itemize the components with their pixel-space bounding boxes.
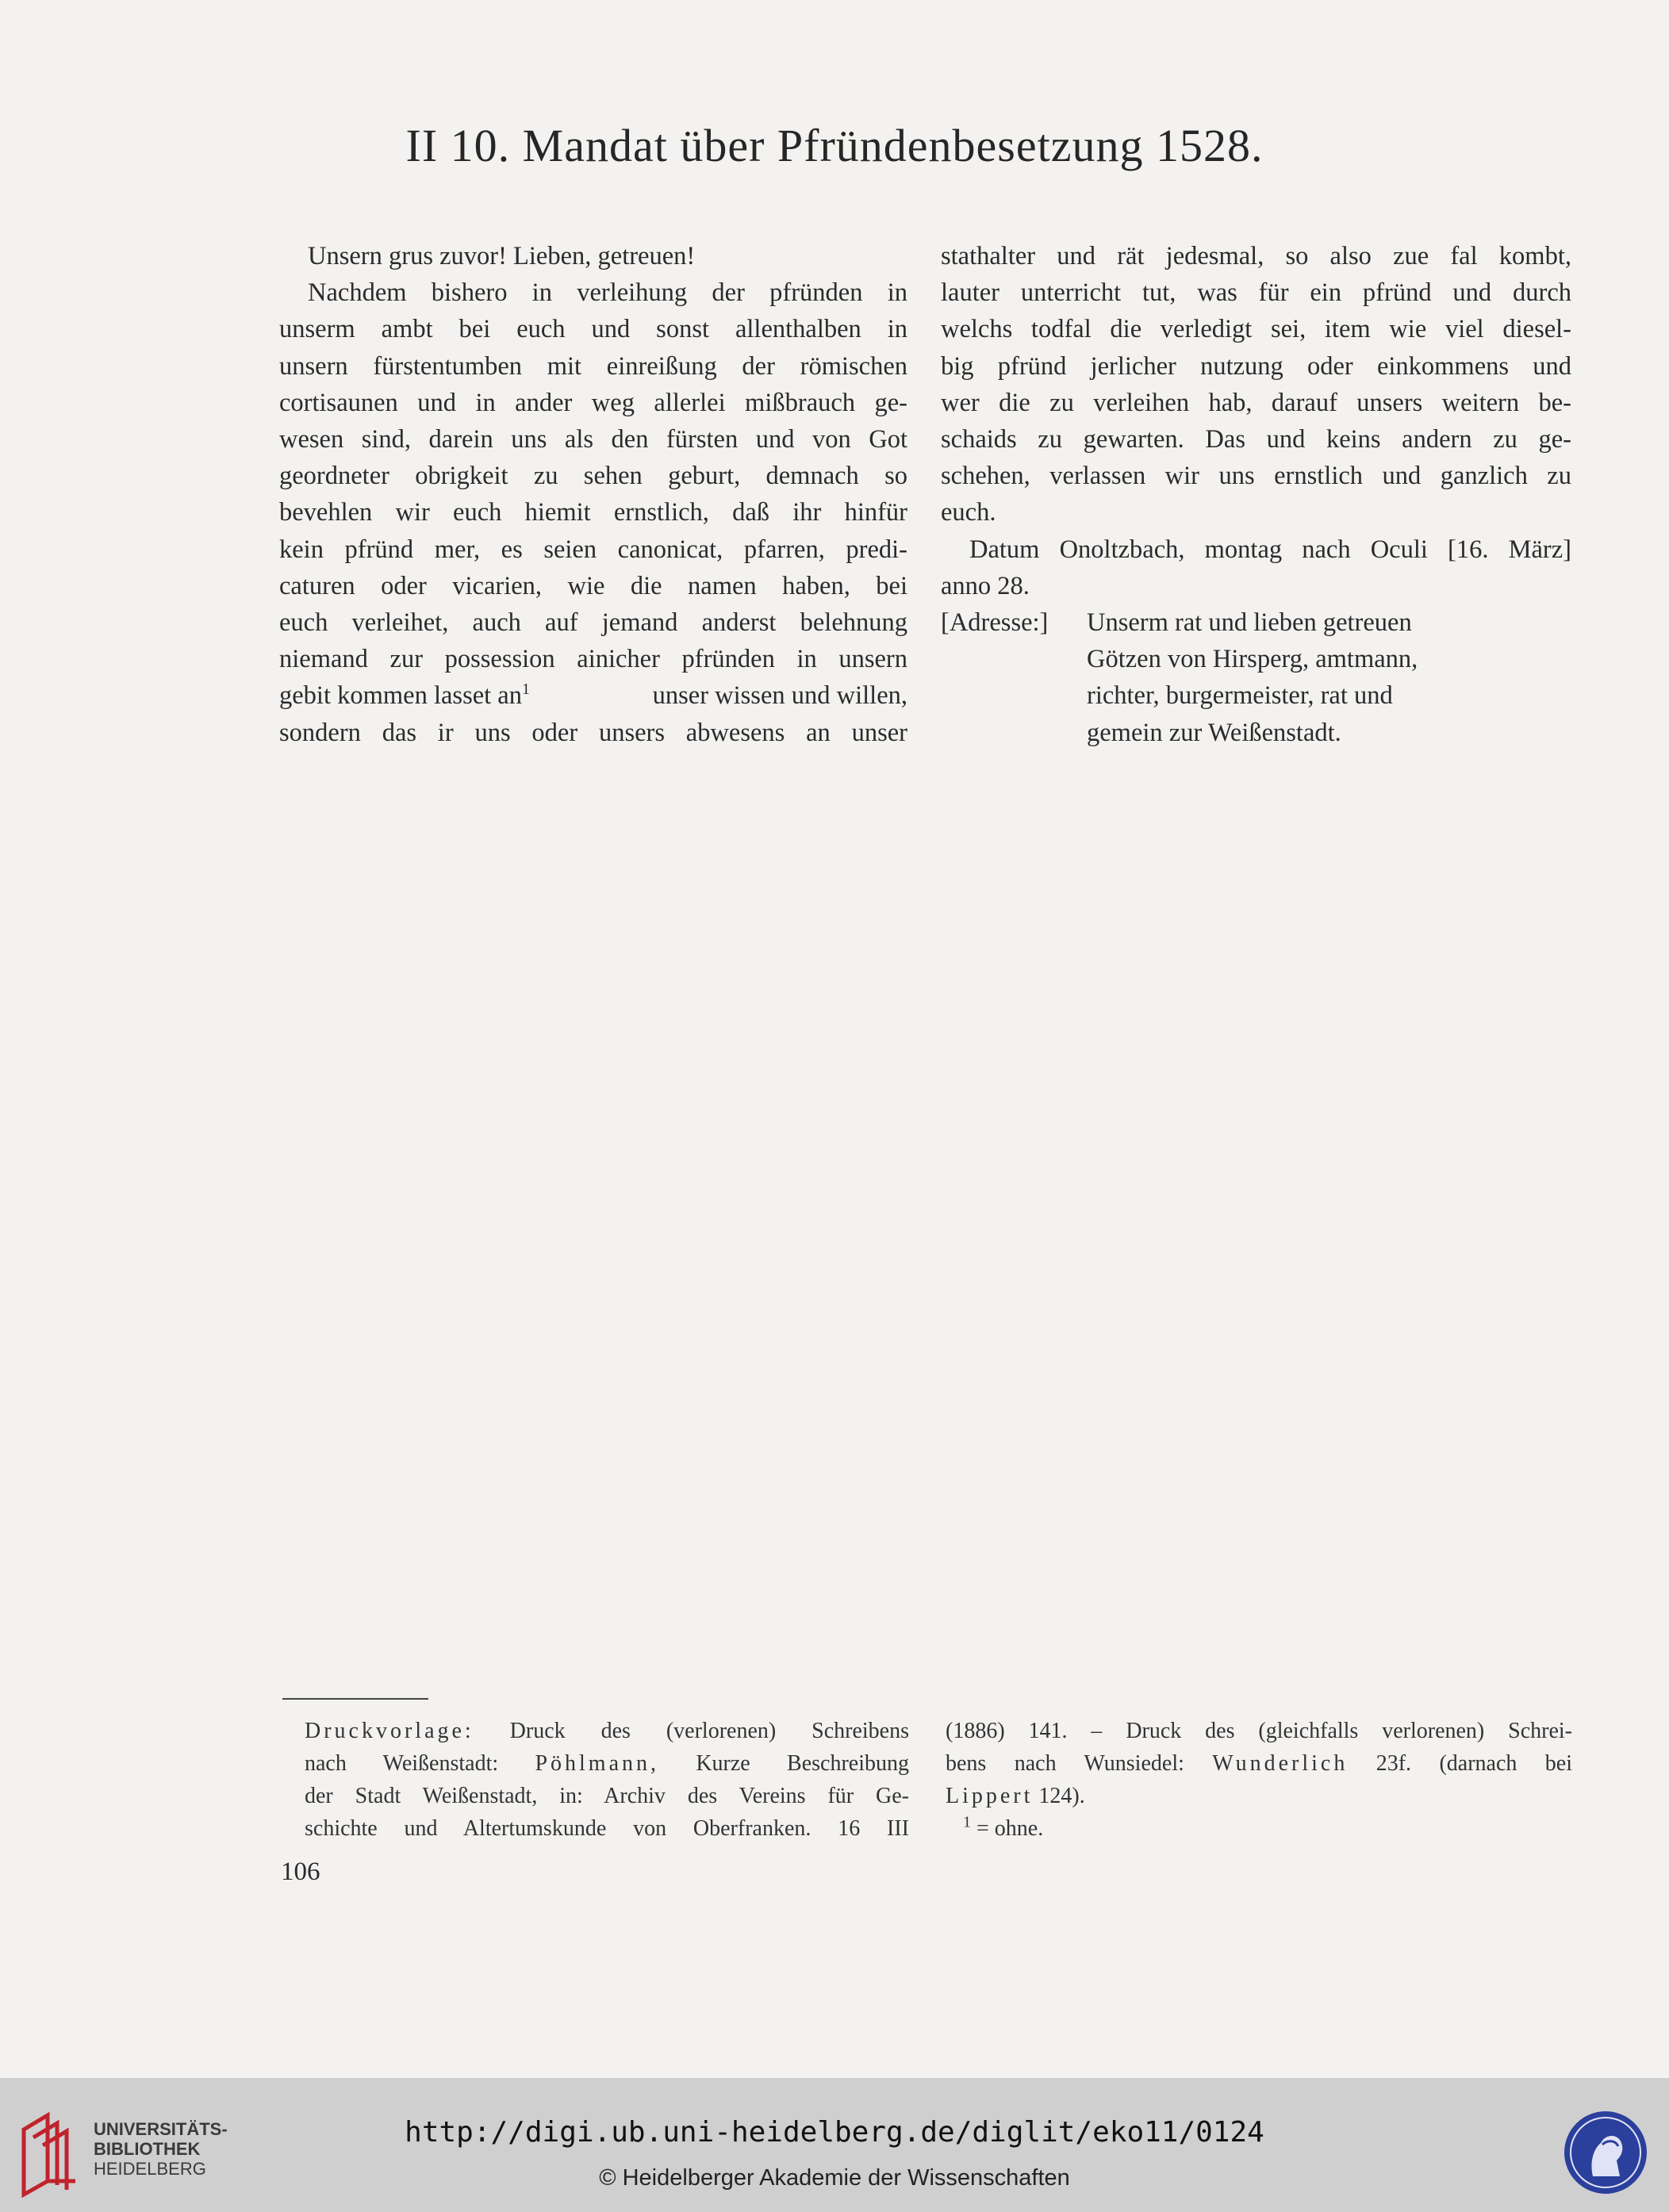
footnote-left: [305, 1715, 909, 1845]
right-column: [941, 238, 1571, 751]
footer-bar: [0, 2078, 1669, 2212]
address-line: gemein zur Weißenstadt.: [1087, 718, 1341, 747]
footnote-line: [305, 1747, 909, 1780]
text-fragment: gebit kommen lasset an: [279, 681, 522, 711]
footnote-line: (1886) 141. – Druck des (gleichfalls verlorenen) Schrei-: [946, 1719, 1572, 1743]
text-line: stathalter und rät jedesmal, so also zue fal kombt,: [941, 242, 1571, 270]
library-name-line: BIBLIOTHEK: [94, 2139, 201, 2159]
text-line: unsern fürstentumben mit einreißung der römischen: [279, 351, 907, 381]
date-line: anno 28.: [941, 571, 1030, 600]
address-lines: [1087, 604, 1418, 751]
document-title: II 10. Mandat über Pfründenbesetzung 1528.: [405, 120, 1264, 171]
address-block: [941, 604, 1571, 751]
text-line: unserm ambt bei euch und sonst allenthalben in: [279, 315, 907, 344]
footnote-note: [946, 1812, 1572, 1845]
footnote-marker: 1: [963, 1813, 971, 1831]
footnote-line: der Stadt Weißenstadt, in: Archiv des Vereins für Ge-: [305, 1784, 909, 1808]
spaced-text: Druckvorlage:: [305, 1719, 474, 1743]
footnote-right: [946, 1715, 1572, 1845]
spaced-text: Pöhlmann,: [535, 1751, 660, 1776]
text-line: bevehlen wir euch hiemit ernstlich, daß ihr hinfür: [279, 498, 907, 527]
footnote-text: bens nach Wunsiedel:: [946, 1751, 1213, 1776]
page-url-link[interactable]: http://digi.ub.uni-heidelberg.de/diglit/eko11/0124: [405, 2116, 1264, 2149]
text-line: euch verleihet, auch auf jemand anderst belehnung: [279, 608, 907, 638]
footnote-line: [946, 1747, 1572, 1780]
footnote-text: 23f. (darnach bei: [1348, 1751, 1572, 1776]
footnote-text: nach Weißenstadt:: [305, 1751, 535, 1776]
text-line: euch.: [941, 498, 996, 527]
footnote-text: Kurze Beschreibung: [659, 1751, 909, 1776]
footnote-line: [946, 1780, 1572, 1812]
text-line: cortisaunen und in ander weg allerlei mißbrauch ge-: [279, 388, 907, 417]
text-line: lauter unterricht tut, was für ein pfründ und durch: [941, 278, 1571, 308]
library-name-line: HEIDELBERG: [94, 2159, 206, 2179]
address-line: Götzen von Hirsperg, amtmann,: [1087, 645, 1418, 674]
footnote-text: = ohne.: [971, 1816, 1044, 1841]
text-line: sondern das ir uns oder unsers abwesens an unser: [279, 718, 907, 747]
library-name-line: UNIVERSITÄTS-: [94, 2119, 228, 2139]
spaced-text: Lippert: [946, 1784, 1034, 1808]
text-line: welchs todfal die verledigt sei, item wie viel diesel-: [941, 315, 1571, 344]
academy-seal-icon: [1561, 2108, 1650, 2197]
text-line: schehen, verlassen wir uns ernstlich und ganzlich zu: [941, 462, 1571, 491]
footnote-separator: [282, 1698, 428, 1700]
text-line: big pfründ jerlicher nutzung oder einkommens und: [941, 351, 1571, 381]
text-line: kein pfründ mer, es seien canonicat, pfarren, predi-: [279, 535, 907, 564]
footnote-text: Druck des (verlorenen) Schreibens: [474, 1719, 909, 1743]
page-number: 106: [281, 1857, 320, 1886]
text-line: Nachdem bishero in verleihung der pfründen in: [308, 278, 907, 308]
left-column: [279, 238, 907, 751]
address-line: Unserm rat und lieben getreuen: [1087, 608, 1412, 638]
footnote-line: [305, 1715, 909, 1747]
text-line: niemand zur possession ainicher pfründen in unsern: [279, 645, 907, 674]
footnote-line: schichte und Altertumskunde von Oberfranken. 16 III: [305, 1816, 909, 1841]
text-line: wesen sind, darein uns als den fürsten und von Got: [279, 425, 907, 454]
date-line: Datum Onoltzbach, montag nach Oculi [16. März]: [969, 535, 1571, 564]
copyright-text: © Heidelberger Akademie der Wissenschaften: [599, 2165, 1070, 2191]
text-line: caturen oder vicarien, wie die namen haben, bei: [279, 571, 907, 600]
text-line: Unsern grus zuvor! Lieben, getreuen!: [308, 242, 696, 270]
footnote-text: 124).: [1033, 1784, 1085, 1808]
text-line: geordneter obrigkeit zu sehen geburt, demnach so: [279, 462, 907, 491]
address-line: richter, burgermeister, rat und: [1087, 681, 1393, 711]
spaced-text: Wunderlich: [1212, 1751, 1349, 1776]
text-line-with-footnote: [279, 677, 907, 714]
text-line: schaids zu gewarten. Das und keins andern zu ge-: [941, 425, 1571, 454]
text-fragment: unser wissen und willen,: [652, 681, 907, 711]
address-label: [Adresse:]: [941, 608, 1049, 638]
text-line: wer die zu verleihen hab, darauf unsers weitern be-: [941, 388, 1571, 417]
footnote-marker: 1: [521, 680, 530, 699]
